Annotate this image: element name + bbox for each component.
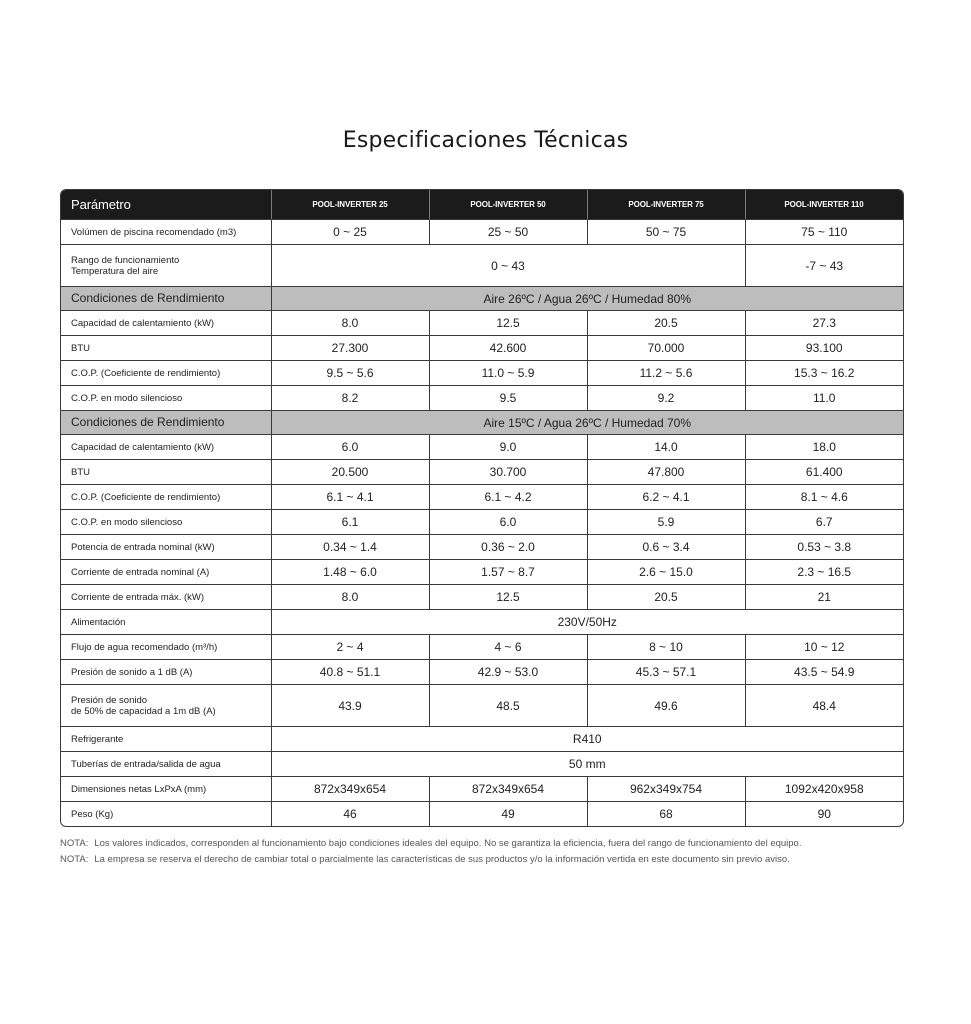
table-cell: 48.5 xyxy=(429,685,587,727)
table-cell: 25 ~ 50 xyxy=(429,220,587,245)
condition-label: Condiciones de Rendimiento xyxy=(61,411,271,435)
row-label: C.O.P. en modo silencioso xyxy=(61,510,271,535)
row-label-line: Temperatura del aire xyxy=(71,265,159,277)
row-label-line: Presión de sonido xyxy=(71,694,148,706)
table-cell: 2.6 ~ 15.0 xyxy=(587,560,745,585)
table-cell: 11.0 ~ 5.9 xyxy=(429,361,587,386)
table-cell: 70.000 xyxy=(587,336,745,361)
table-cell: 1.57 ~ 8.7 xyxy=(429,560,587,585)
table-row xyxy=(61,311,903,336)
table-header-row xyxy=(61,190,903,220)
table-cell: 6.7 xyxy=(745,510,903,535)
table-cell: 2.3 ~ 16.5 xyxy=(745,560,903,585)
note-text: La empresa se reserva el derecho de cambiar total o parcialmente las características de sus productos y/o la información vertida en este documento sin previo aviso. xyxy=(94,854,790,865)
row-label: Capacidad de calentamiento (kW) xyxy=(61,435,271,460)
table-cell: 0.34 ~ 1.4 xyxy=(271,535,429,560)
table-cell: 75 ~ 110 xyxy=(745,220,903,245)
note-prefix: NOTA: xyxy=(60,838,89,849)
table-cell: 45.3 ~ 57.1 xyxy=(587,660,745,685)
note-text: Los valores indicados, corresponden al funcionamiento bajo condiciones ideales del equipo. No se garantiza la eficiencia, fuera del rango de funcionamiento del equipo. xyxy=(94,838,802,849)
row-label: Potencia de entrada nominal (kW) xyxy=(61,535,271,560)
table-cell: 0.6 ~ 3.4 xyxy=(587,535,745,560)
table-cell: 12.5 xyxy=(429,585,587,610)
table-cell: 0 ~ 43 xyxy=(271,245,745,287)
table-row xyxy=(61,802,903,827)
table-cell: 48.4 xyxy=(745,685,903,727)
table-cell: 27.300 xyxy=(271,336,429,361)
row-label: Peso (Kg) xyxy=(61,802,271,827)
table-row xyxy=(61,245,903,287)
table-cell: 6.0 xyxy=(429,510,587,535)
table-row xyxy=(61,435,903,460)
header-model: POOL-INVERTER 75 xyxy=(587,190,745,220)
table-cell: 15.3 ~ 16.2 xyxy=(745,361,903,386)
table-cell: 21 xyxy=(745,585,903,610)
table-row xyxy=(61,610,903,635)
row-label: Flujo de agua recomendado (m³/h) xyxy=(61,635,271,660)
row-label: Alimentación xyxy=(61,610,271,635)
note-line xyxy=(60,852,920,868)
row-label: Corriente de entrada máx. (kW) xyxy=(61,585,271,610)
table-cell: 872x349x654 xyxy=(429,777,587,802)
table-cell: 40.8 ~ 51.1 xyxy=(271,660,429,685)
table-cell: 0.36 ~ 2.0 xyxy=(429,535,587,560)
spec-table-container xyxy=(60,189,904,827)
table-cell: 47.800 xyxy=(587,460,745,485)
table-cell: 2 ~ 4 xyxy=(271,635,429,660)
table-cell: 5.9 xyxy=(587,510,745,535)
table-cell: 93.100 xyxy=(745,336,903,361)
condition-label: Condiciones de Rendimiento xyxy=(61,287,271,311)
table-cell: -7 ~ 43 xyxy=(745,245,903,287)
table-cell: 10 ~ 12 xyxy=(745,635,903,660)
row-label: Corriente de entrada nominal (A) xyxy=(61,560,271,585)
condition-row xyxy=(61,287,903,311)
table-row xyxy=(61,660,903,685)
table-cell: 20.5 xyxy=(587,585,745,610)
table-cell: 42.9 ~ 53.0 xyxy=(429,660,587,685)
row-label: C.O.P. (Coeficiente de rendimiento) xyxy=(61,485,271,510)
table-cell: 11.0 xyxy=(745,386,903,411)
table-cell: 6.0 xyxy=(271,435,429,460)
table-row xyxy=(61,535,903,560)
table-row xyxy=(61,510,903,535)
note-line xyxy=(60,836,920,852)
table-cell: 20.5 xyxy=(587,311,745,336)
table-cell: 8 ~ 10 xyxy=(587,635,745,660)
page-title: Especificaciones Técnicas xyxy=(342,128,629,153)
table-cell: 49 xyxy=(429,802,587,827)
table-cell: 43.5 ~ 54.9 xyxy=(745,660,903,685)
row-label: C.O.P. (Coeficiente de rendimiento) xyxy=(61,361,271,386)
notes xyxy=(60,836,920,868)
table-cell: 230V/50Hz xyxy=(271,610,903,635)
table-cell: 6.1 ~ 4.1 xyxy=(271,485,429,510)
table-cell: 14.0 xyxy=(587,435,745,460)
table-cell: 9.5 xyxy=(429,386,587,411)
table-cell: 1092x420x958 xyxy=(745,777,903,802)
table-cell: 8.0 xyxy=(271,585,429,610)
table-row xyxy=(61,752,903,777)
row-label: BTU xyxy=(61,460,271,485)
table-cell: 9.2 xyxy=(587,386,745,411)
table-cell: 20.500 xyxy=(271,460,429,485)
table-cell: 27.3 xyxy=(745,311,903,336)
table-cell: 50 ~ 75 xyxy=(587,220,745,245)
table-cell: 12.5 xyxy=(429,311,587,336)
header-param: Parámetro xyxy=(61,190,271,220)
table-row xyxy=(61,777,903,802)
table-cell: 61.400 xyxy=(745,460,903,485)
table-cell: 0.53 ~ 3.8 xyxy=(745,535,903,560)
table-cell: 1.48 ~ 6.0 xyxy=(271,560,429,585)
table-cell: 6.1 ~ 4.2 xyxy=(429,485,587,510)
table-row xyxy=(61,635,903,660)
row-label: BTU xyxy=(61,336,271,361)
row-label xyxy=(61,245,271,287)
row-label: Presión de sonido a 1 dB (A) xyxy=(61,660,271,685)
header-model: POOL-INVERTER 110 xyxy=(745,190,903,220)
table-cell: 9.5 ~ 5.6 xyxy=(271,361,429,386)
table-cell: R410 xyxy=(271,727,903,752)
table-row xyxy=(61,386,903,411)
table-row xyxy=(61,685,903,727)
table-cell: 0 ~ 25 xyxy=(271,220,429,245)
row-label-line: de 50% de capacidad a 1m dB (A) xyxy=(71,705,216,717)
table-row xyxy=(61,560,903,585)
table-cell: 43.9 xyxy=(271,685,429,727)
table-cell: 46 xyxy=(271,802,429,827)
table-cell: 6.2 ~ 4.1 xyxy=(587,485,745,510)
table-cell: 50 mm xyxy=(271,752,903,777)
table-cell: 68 xyxy=(587,802,745,827)
header-model: POOL-INVERTER 25 xyxy=(271,190,429,220)
row-label: Capacidad de calentamiento (kW) xyxy=(61,311,271,336)
header-model: POOL-INVERTER 50 xyxy=(429,190,587,220)
table-cell: 8.0 xyxy=(271,311,429,336)
table-row xyxy=(61,361,903,386)
condition-value: Aire 15ºC / Agua 26ºC / Humedad 70% xyxy=(271,411,903,435)
row-label: C.O.P. en modo silencioso xyxy=(61,386,271,411)
row-label: Tuberías de entrada/salida de agua xyxy=(61,752,271,777)
table-cell: 9.0 xyxy=(429,435,587,460)
condition-value: Aire 26ºC / Agua 26ºC / Humedad 80% xyxy=(271,287,903,311)
table-row xyxy=(61,220,903,245)
row-label: Dimensiones netas LxPxA (mm) xyxy=(61,777,271,802)
condition-row xyxy=(61,411,903,435)
row-label-line: Rango de funcionamiento xyxy=(71,254,180,266)
table-row xyxy=(61,585,903,610)
table-cell: 11.2 ~ 5.6 xyxy=(587,361,745,386)
table-cell: 872x349x654 xyxy=(271,777,429,802)
table-cell: 90 xyxy=(817,807,831,821)
table-cell: 30.700 xyxy=(429,460,587,485)
table-cell: 42.600 xyxy=(429,336,587,361)
table-row xyxy=(61,336,903,361)
row-label: Refrigerante xyxy=(61,727,271,752)
spec-table xyxy=(61,190,904,826)
table-row xyxy=(61,485,903,510)
table-row xyxy=(61,727,903,752)
table-row xyxy=(61,460,903,485)
note-prefix: NOTA: xyxy=(60,854,89,865)
table-cell: 4 ~ 6 xyxy=(429,635,587,660)
table-cell: 6.1 xyxy=(271,510,429,535)
table-cell: 18.0 xyxy=(745,435,903,460)
row-label: Volúmen de piscina recomendado (m3) xyxy=(61,220,271,245)
table-cell: 8.1 ~ 4.6 xyxy=(745,485,903,510)
row-label xyxy=(61,685,271,727)
table-cell: 962x349x754 xyxy=(587,777,745,802)
table-cell: 8.2 xyxy=(271,386,429,411)
table-cell: 49.6 xyxy=(587,685,745,727)
